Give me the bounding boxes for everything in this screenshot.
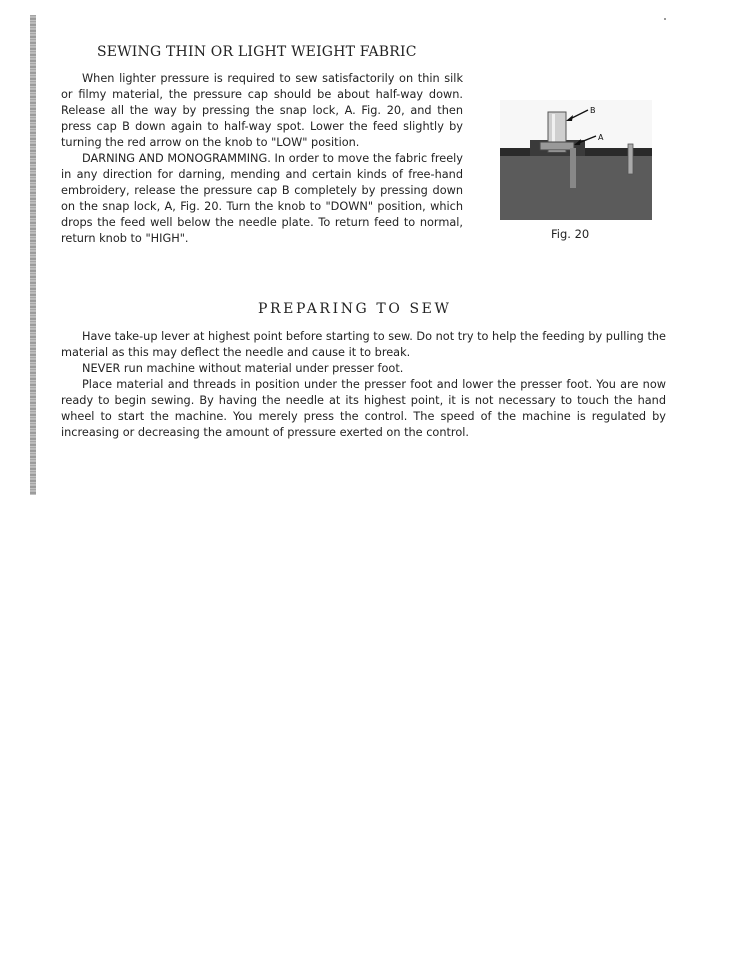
section-thin-fabric-body (61, 71, 463, 247)
paragraph-light-pressure: When lighter pressure is required to sew satisfactorily on thin silk or filmy material, the pressure cap should be about half-way down. Release all the way by pressing the snap lock, A. Fig. 20, and then press cap B down again to half-way spot. Lower the feed slightly by turning the red arrow on the knob to "LOW" position. (61, 72, 463, 149)
paragraph-take-up-lever: Have take-up lever at highest point before starting to sew. Do not try to help the feeding by pulling the material as this may deflect the needle and cause it to break. (61, 330, 666, 359)
figure-caption: Fig. 20 (551, 227, 590, 241)
knob-post (628, 144, 633, 174)
section-heading-preparing: PREPARING TO SEW (258, 301, 452, 317)
presser-bar (570, 148, 576, 188)
label-b: B (590, 106, 596, 115)
section-preparing-body (61, 329, 666, 441)
binding-edge (30, 15, 36, 495)
paragraph-never-run: NEVER run machine without material under presser foot. (82, 362, 404, 375)
snap-lock-a (540, 142, 574, 150)
paragraph-place-material: Place material and threads in position under the presser foot and lower the presser foot. You are now ready to begin sewing. By having the needle at its highest point, it is not necessary to touch the hand wheel to start the machine. You merely press the control. The speed of the machine is regulated by increasing or decreasing the amount of pressure exerted on the control. (61, 378, 666, 439)
label-a: A (598, 133, 604, 142)
section-heading-thin-fabric: SEWING THIN OR LIGHT WEIGHT FABRIC (97, 44, 417, 60)
corner-mark (664, 18, 666, 20)
paragraph-darning: DARNING AND MONOGRAMMING. In order to move the fabric freely in any direction for darning, mending and certain kinds of free-hand embroidery, release the pressure cap B completely by pressing down on the snap lock, A, Fig. 20. Turn the knob to "DOWN" position, which drops the feed well below the needle plate. To return feed to normal, return knob to "HIGH". (61, 152, 463, 245)
figure-20-photo (500, 100, 652, 220)
